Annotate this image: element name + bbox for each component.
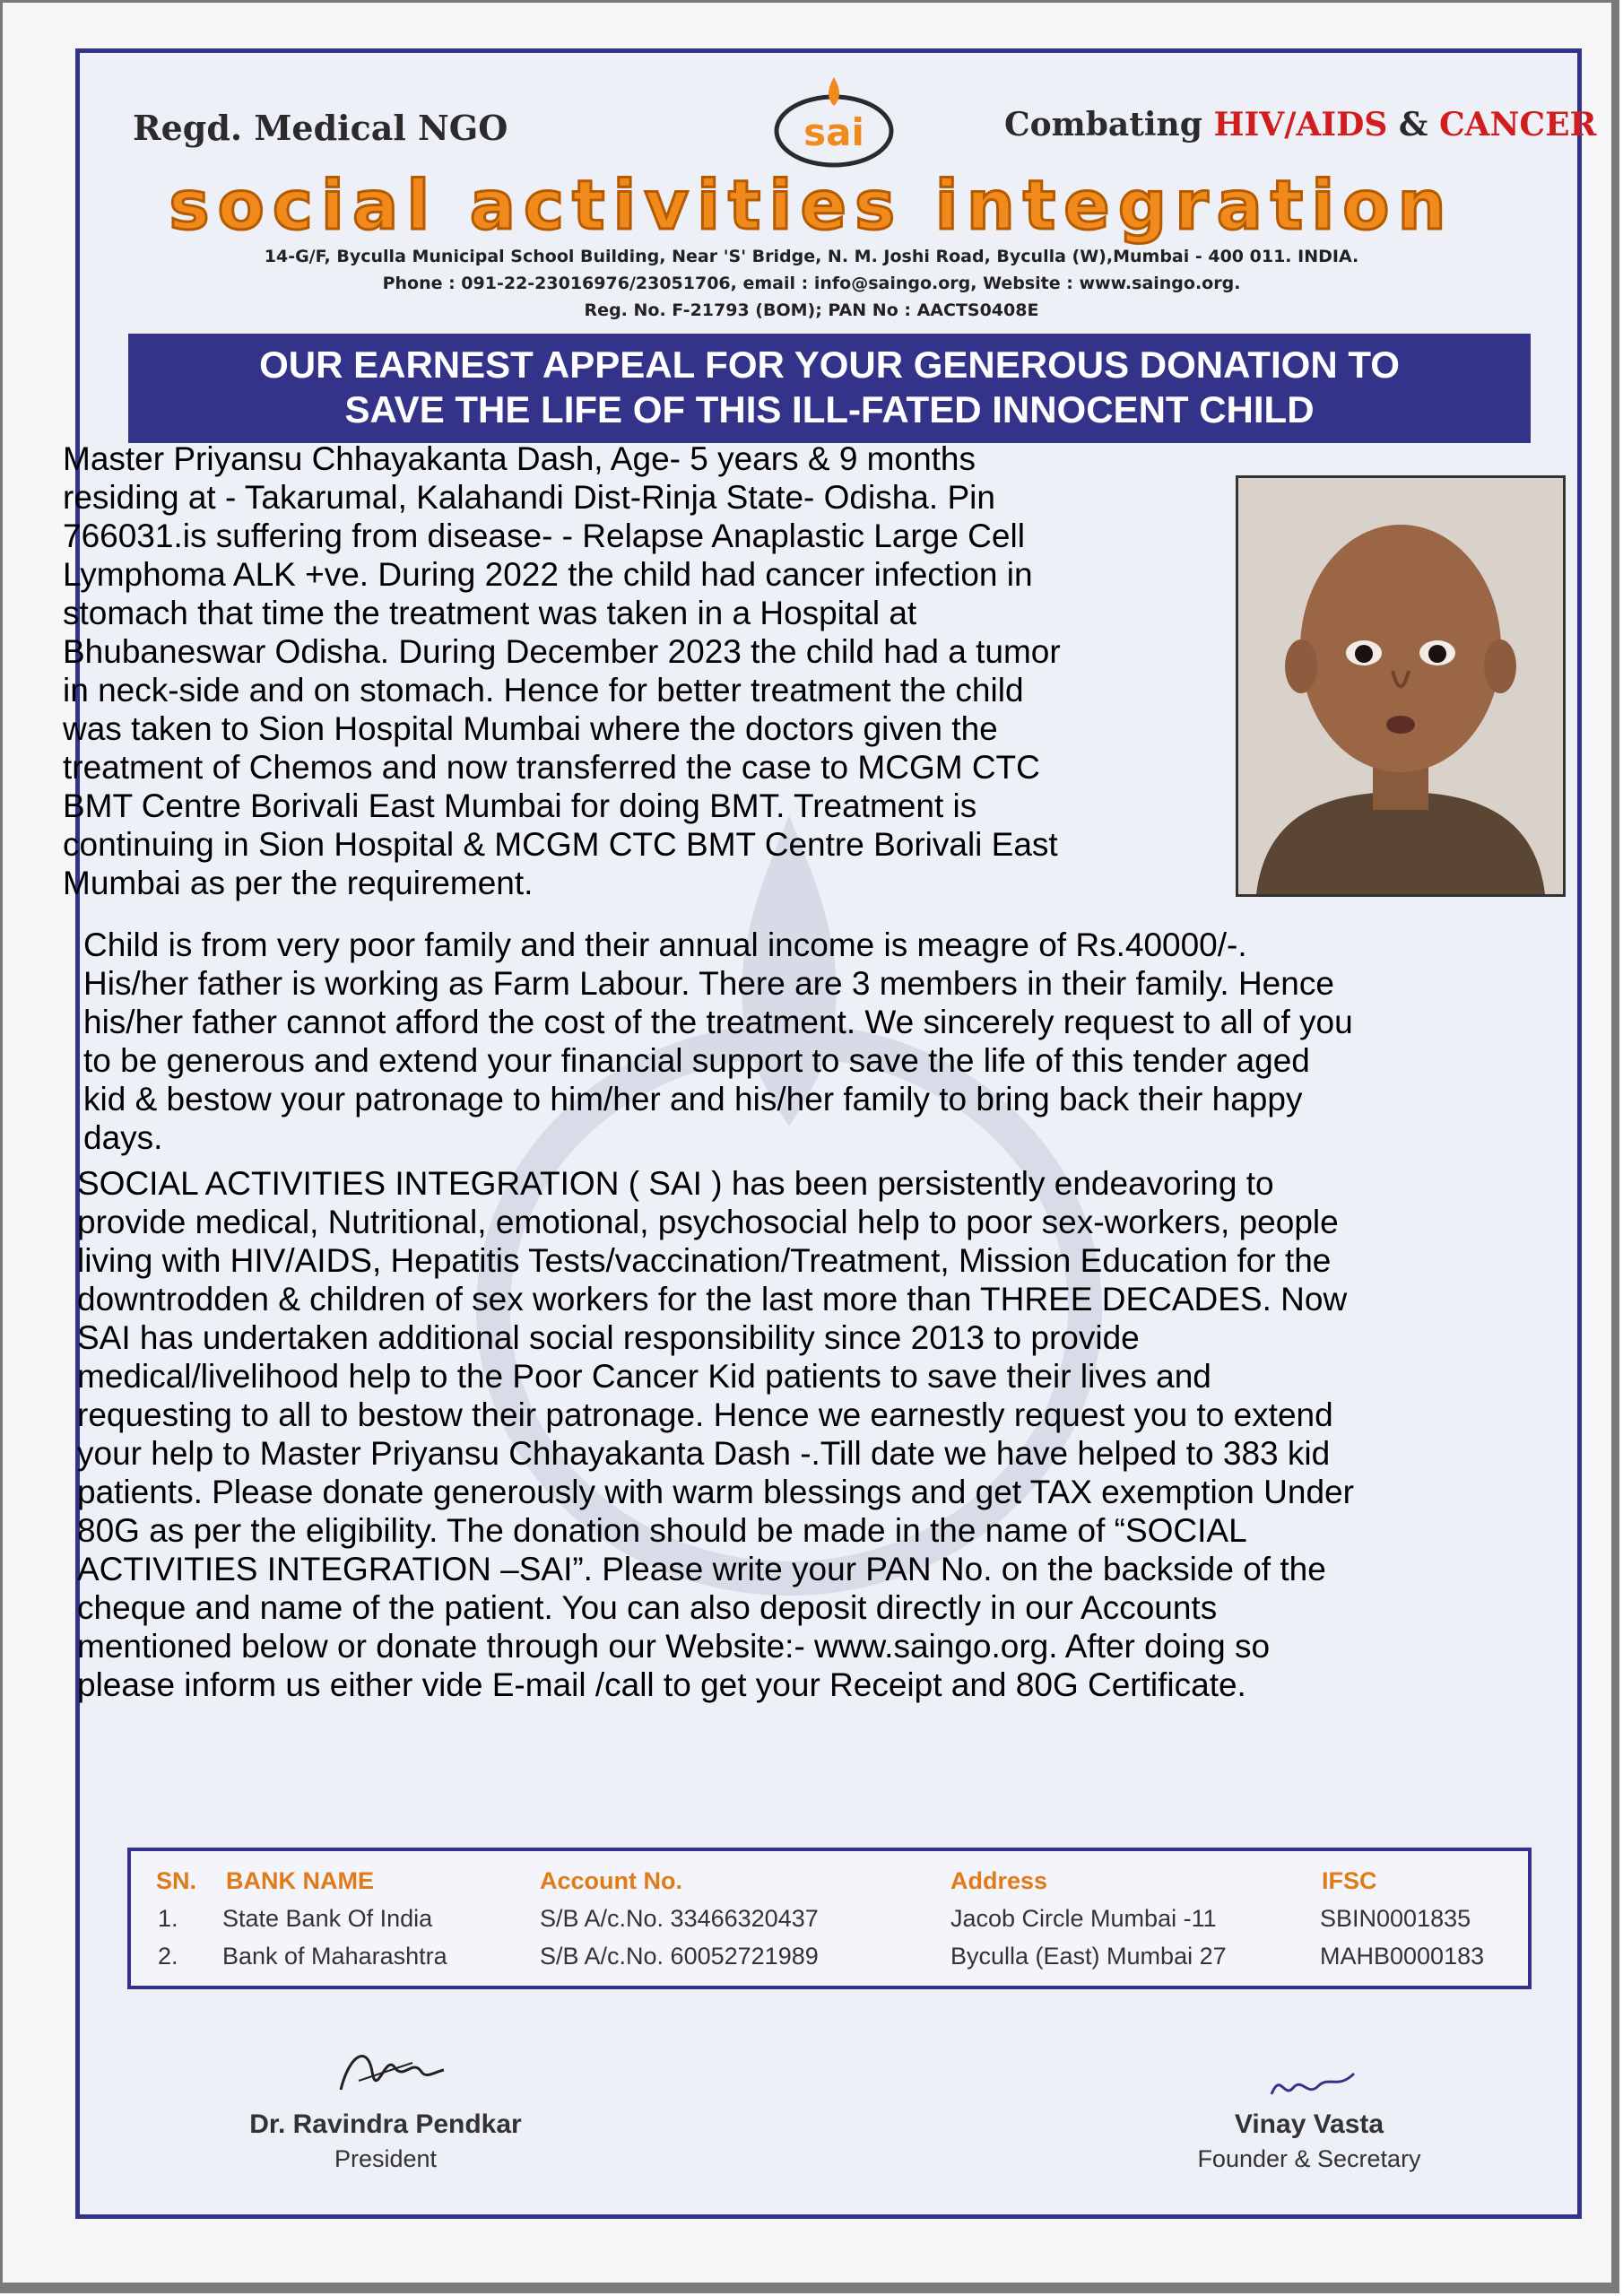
mission-cancer: CANCER: [1438, 106, 1597, 144]
text-line: Master Priyansu Chhayakanta Dash, Age- 5 years & 9 months: [63, 440, 976, 477]
signature-left: [242, 2109, 529, 2173]
text-line: kid & bestow your patronage to him/her and his/her family to bring back their happy: [83, 1081, 1303, 1118]
text-line: SAI has undertaken additional social responsibility since 2013 to provide: [77, 1319, 1140, 1356]
appeal-banner: [128, 334, 1531, 443]
text-line: ACTIVITIES INTEGRATION –SAI”. Please write your PAN No. on the backside of the: [77, 1551, 1326, 1587]
text-line: stomach that time the treatment was taken in a Hospital at: [63, 595, 917, 631]
org-name: social activities integration: [169, 165, 1454, 245]
table-cell: MAHB0000183: [1320, 1943, 1485, 1970]
text-line: his/her father cannot afford the cost of the treatment. We sincerely request to all of you: [83, 1004, 1353, 1040]
text-line: Child is from very poor family and their annual income is meagre of Rs.40000/-.: [83, 926, 1247, 963]
table-cell: S/B A/c.No. 33466320437: [540, 1905, 819, 1932]
family-situation-paragraph: [83, 926, 1353, 1157]
signatory-name: Dr. Ravindra Pendkar: [249, 2109, 522, 2139]
signature-right: [1166, 2109, 1453, 2173]
col-header-account: Account No.: [540, 1867, 682, 1894]
text-line: 766031.is suffering from disease- - Relapse Anaplastic Large Cell: [63, 517, 1025, 554]
col-header-address: Address: [950, 1867, 1048, 1894]
signatory-role: President: [334, 2145, 438, 2172]
text-line: your help to Master Priyansu Chhayakanta Dash -.Till date we have helped to 383 kid: [77, 1435, 1331, 1472]
organization-appeal-paragraph: [77, 1164, 1354, 1704]
table-cell: 1.: [158, 1905, 178, 1932]
text-line: continuing in Sion Hospital & MCGM CTC BMT Centre Borivali East: [63, 826, 1058, 863]
patient-details-paragraph: [63, 439, 1228, 902]
ngo-label: Regd. Medical NGO: [133, 108, 508, 148]
text-line: in neck-side and on stomach. Hence for better treatment the child: [63, 672, 1024, 709]
text-line: requesting to all to bestow their patronage. Hence we earnestly request you to extend: [77, 1396, 1333, 1433]
col-header-sn: SN.: [156, 1867, 197, 1894]
mission-hiv: HIV/AIDS: [1213, 106, 1388, 144]
text-line: was taken to Sion Hospital Mumbai where the doctors given the: [63, 710, 998, 747]
banner-line-1: OUR EARNEST APPEAL FOR YOUR GENEROUS DONATION TO: [259, 344, 1400, 386]
org-contact: Phone : 091-22-23016976/23051706, email : info@saingo.org, Website : www.saingo.org.: [382, 274, 1241, 293]
table-cell: Bank of Maharashtra: [222, 1943, 447, 1970]
col-header-ifsc: IFSC: [1322, 1867, 1377, 1894]
text-line: mentioned below or donate through our Website:- www.saingo.org. After doing so: [77, 1628, 1271, 1665]
text-line: His/her father is working as Farm Labour. There are 3 members in their family. Hence: [83, 965, 1334, 1002]
text-line: BMT Centre Borivali East Mumbai for doing BMT. Treatment is: [63, 787, 977, 824]
text-line: provide medical, Nutritional, emotional, psychosocial help to poor sex-workers, people: [77, 1204, 1339, 1240]
text-line: Bhubaneswar Odisha. During December 2023 the child had a tumor: [63, 633, 1061, 670]
text-line: patients. Please donate generously with warm blessings and get TAX exemption Under: [77, 1474, 1354, 1510]
signatory-role: Founder & Secretary: [1197, 2145, 1421, 2172]
text-line: 80G as per the eligibility. The donation should be made in the name of “SOCIAL: [77, 1512, 1247, 1549]
mission-label: [1004, 106, 1596, 144]
mission-amp: &: [1387, 106, 1439, 144]
child-portrait-illustration: [1238, 478, 1563, 894]
table-cell: SBIN0001835: [1320, 1905, 1471, 1932]
mission-prefix: Combating: [1004, 106, 1214, 144]
banner-line-2: SAVE THE LIFE OF THIS ILL-FATED INNOCENT CHILD: [344, 388, 1315, 430]
patient-photo: [1236, 475, 1566, 897]
text-line: cheque and name of the patient. You can also deposit directly in our Accounts: [77, 1589, 1218, 1626]
col-header-bank: BANK NAME: [226, 1867, 374, 1894]
table-cell: 2.: [158, 1943, 178, 1970]
text-line: residing at - Takarumal, Kalahandi Dist-Rinja State- Odisha. Pin: [63, 479, 995, 516]
text-line: please inform us either vide E-mail /call to get your Receipt and 80G Certificate.: [77, 1666, 1246, 1703]
org-address: 14-G/F, Byculla Municipal School Building, Near 'S' Bridge, N. M. Joshi Road, Byculla (W),Mumbai - 400 011. INDIA.: [264, 247, 1359, 266]
text-line: Lymphoma ALK +ve. During 2022 the child had cancer infection in: [63, 556, 1033, 593]
text-line: medical/livelihood help to the Poor Cancer Kid patients to save their lives and: [77, 1358, 1211, 1395]
table-cell: Byculla (East) Mumbai 27: [950, 1943, 1227, 1970]
president-signature: [332, 2036, 448, 2108]
table-cell: State Bank Of India: [222, 1905, 433, 1932]
table-cell: Jacob Circle Mumbai -11: [950, 1905, 1217, 1932]
table-cell: S/B A/c.No. 60052721989: [540, 1943, 819, 1970]
text-line: days.: [83, 1119, 163, 1156]
signatory-name: Vinay Vasta: [1234, 2109, 1384, 2139]
secretary-signature: [1264, 2063, 1363, 2108]
text-line: treatment of Chemos and now transferred the case to MCGM CTC: [63, 749, 1040, 786]
text-line: SOCIAL ACTIVITIES INTEGRATION ( SAI ) has been persistently endeavoring to: [77, 1165, 1274, 1202]
text-line: living with HIV/AIDS, Hepatitis Tests/vaccination/Treatment, Mission Education for the: [77, 1242, 1332, 1279]
bank-details-table: [127, 1848, 1532, 1989]
org-registration: Reg. No. F-21793 (BOM); PAN No : AACTS0408E: [584, 300, 1039, 320]
logo-text: sai: [803, 110, 864, 154]
sai-logo: [771, 72, 897, 170]
text-line: to be generous and extend your financial support to save the life of this tender aged: [83, 1042, 1310, 1079]
text-line: downtrodden & children of sex workers for the last more than THREE DECADES. Now: [77, 1281, 1348, 1318]
text-line: Mumbai as per the requirement.: [63, 865, 534, 901]
